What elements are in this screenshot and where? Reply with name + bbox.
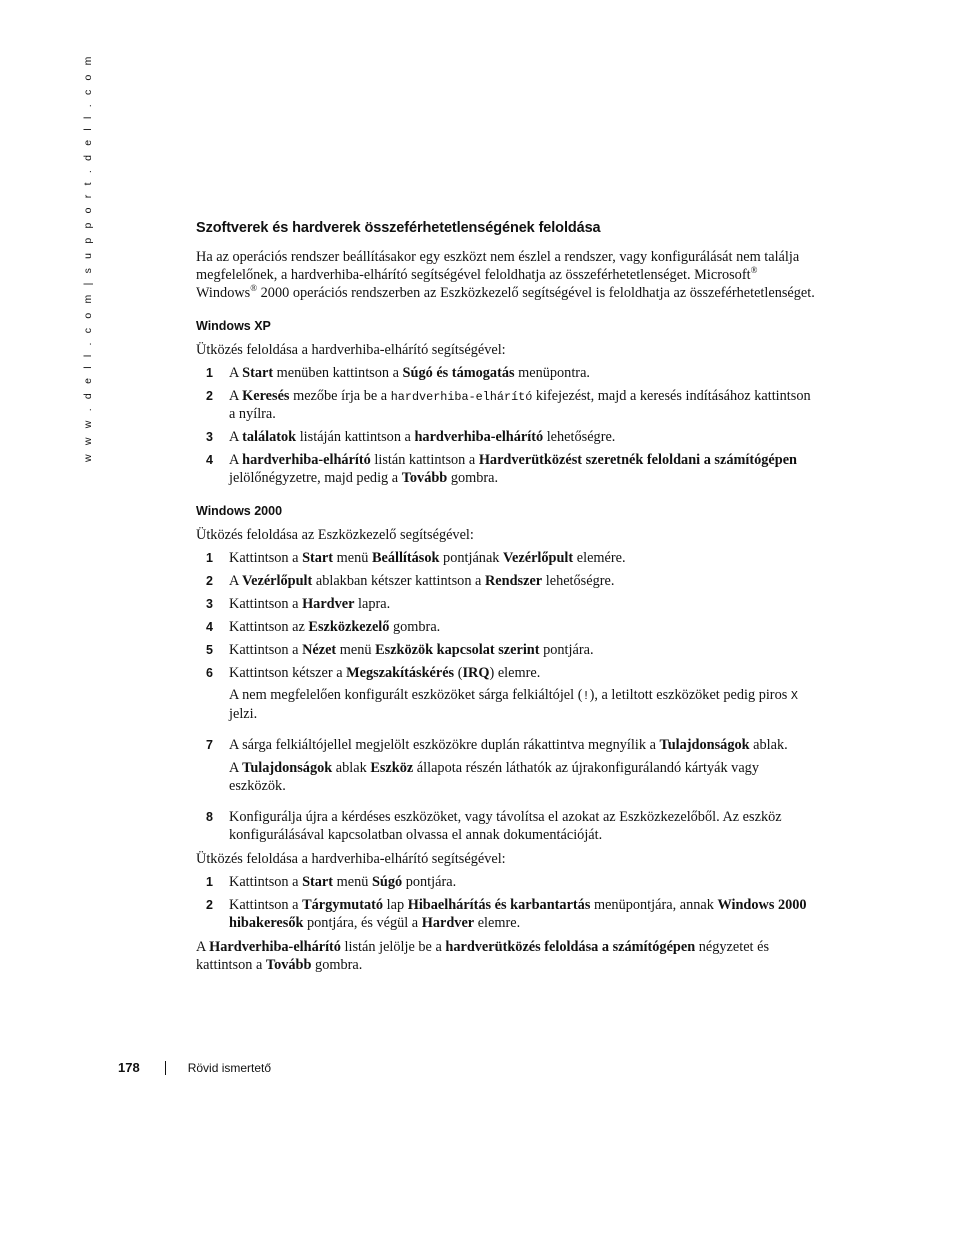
list-item: 3 A találatok listáján kattintson a hardverhiba-elhárító lehetőségre. bbox=[206, 429, 616, 446]
side-url: w w w . d e l l . c o m | s u p p o r t . d e l l . c o m bbox=[82, 53, 94, 462]
list-item: 3 Kattintson a Hardver lapra. bbox=[206, 595, 391, 612]
heading-windows-xp: Windows XP bbox=[196, 318, 271, 333]
footer-section: Rövid ismertető bbox=[187, 1061, 272, 1075]
step-note: A Tulajdonságok ablak Eszköz állapota részén láthatók az újrakonfigurálandó kártyák vagy eszközök. bbox=[229, 760, 759, 794]
step-note: A nem megfelelően konfigurált eszközöket sárga felkiáltójel (!), a letiltott eszközöket pedig piros X jelzi. bbox=[229, 687, 798, 722]
section-title: Szoftverek és hardverek összeférhetetlenségének feloldása bbox=[196, 220, 601, 236]
final-paragraph: A Hardverhiba-elhárító listán jelölje be a hardverütközés feloldása a számítógépen négyzetet és kattintson a Tovább gombra. bbox=[196, 939, 770, 974]
list-item: 8 Konfigurálja újra a kérdéses eszközöket, vagy távolítsa el azokat az Eszközkezelőből. Az eszköz konfigurálásával kapcsolatban olvassa el annak dokumentációját. bbox=[206, 809, 782, 843]
footer-divider bbox=[165, 1061, 166, 1075]
intro-paragraph: Ha az operációs rendszer beállításakor egy eszközt nem észlel a rendszer, vagy konfigurálását nem találja megfelelőnek, a hardverhiba-elhárító segítségével feloldhatja az összeférhetetlenséget. Microsoft® Windows® 2000 operációs rendszerben az Eszközkezelő segítségével is feloldhatja az összeférhetetlenséget. bbox=[196, 249, 815, 302]
list-item: 4 A hardverhiba-elhárító listán kattintson a Hardverütközést szeretnék feloldani a számítógépen jelölőnégyzetre, majd pedig a Tovább gombra. bbox=[206, 452, 798, 486]
xp-lead: Ütközés feloldása a hardverhiba-elhárító segítségével: bbox=[196, 341, 506, 358]
list-item: 2 A Keresés mezőbe írja be a hardverhiba-elhárító kifejezést, majd a keresés indításához kattintson a nyílra. bbox=[206, 387, 811, 423]
list-item: 5 Kattintson a Nézet menü Eszközök kapcsolat szerint pontjára. bbox=[206, 641, 594, 658]
list-item: 4 Kattintson az Eszközkezelő gombra. bbox=[206, 618, 441, 635]
w2000-steps-2 bbox=[196, 874, 816, 932]
list-item: 1 Kattintson a Start menü Súgó pontjára. bbox=[206, 874, 457, 891]
list-item: 1 A Start menüben kattintson a Súgó és támogatás menüpontra. bbox=[206, 364, 590, 381]
w2000-lead-2: Ütközés feloldása a hardverhiba-elhárító segítségével: bbox=[196, 850, 506, 867]
xp-steps bbox=[196, 365, 816, 488]
list-item: 2 A Vezérlőpult ablakban kétszer kattintson a Rendszer lehetőségre. bbox=[206, 572, 615, 589]
list-item: 7 A sárga felkiáltójellel megjelölt eszközökre duplán rákattintva megnyílik a Tulajdonságok ablak. A Tulajdonságok ablak Eszköz állapota részén láthatók az újrakonfigurálandó kártyák vagy eszközök. bbox=[196, 737, 816, 795]
page-footer bbox=[118, 1060, 271, 1075]
list-item: 6 Kattintson kétszer a Megszakításkérés (IRQ) elemre. A nem megfelelően konfigurált eszközöket sárga felkiáltójel (!), a letiltott eszközöket pedig piros X jelzi. bbox=[196, 665, 816, 724]
w2000-lead: Ütközés feloldása az Eszközkezelő segítségével: bbox=[196, 526, 474, 543]
list-item: 1 Kattintson a Start menü Beállítások pontjának Vezérlőpult elemére. bbox=[206, 549, 626, 566]
page-number: 178 bbox=[118, 1060, 140, 1075]
heading-windows-2000: Windows 2000 bbox=[196, 503, 283, 518]
page-content bbox=[196, 218, 816, 975]
list-item: 2 Kattintson a Tárgymutató lap Hibaelhárítás és karbantartás menüpontjára, annak Windows 2000 hibakeresők pontjára, és végül a Hardver elemre. bbox=[206, 897, 807, 931]
w2000-steps bbox=[196, 550, 816, 845]
